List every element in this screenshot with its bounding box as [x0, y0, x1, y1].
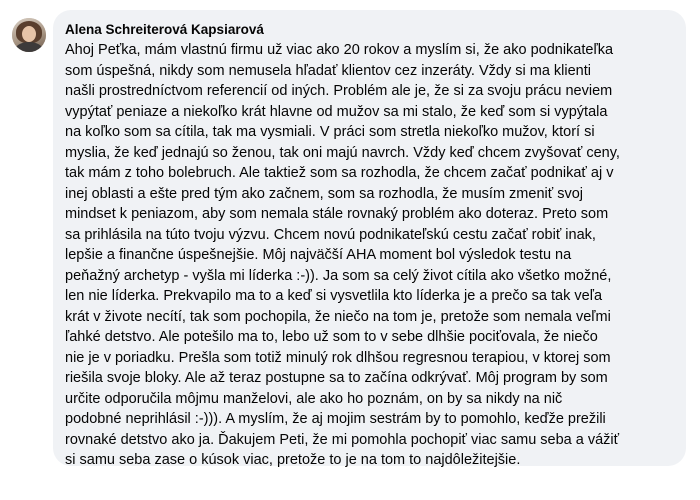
- comment-line: podobné neprihlásil :-))). A myslím, že aj mojim sestrám by to pomohlo, keďže prežili: [65, 411, 606, 427]
- avatar-face: [22, 26, 36, 42]
- comment-line: určite odporučila môjmu manželovi, ale ako ho poznám, on by sa nikdy na nič: [65, 390, 563, 407]
- comment-line: peňažný archetyp - vyšla mi líderka :-)). Ja som sa celý život cítila ako všetko možné,: [65, 267, 612, 284]
- comment-line: len nie líderka. Prekvapilo ma to a keď si vysvetlila kto líderka je a prečo sa tak veľa: [65, 288, 603, 304]
- comment-author[interactable]: Alena Schreiterová Kapsiarová: [65, 22, 264, 37]
- comment-line: rovnaké detstvo ako ja. Ďakujem Peti, že mi pomohla pochopiť viac samu seba a vážiť: [65, 431, 620, 448]
- comment-line: inej oblasti a ešte pred tým ako začnem, som sa rozhodla, že musím zmeniť svoj: [65, 185, 583, 202]
- avatar-body: [15, 42, 43, 52]
- comment-line: krát v živote necítí, tak som pochopila, že niečo na tom je, pretože som nemala veľmi: [65, 308, 611, 325]
- comment-line: vypýtať peniaze a niekoľko krát hlavne od mužov sa mi stalo, že keď som si vypýtala: [65, 103, 608, 120]
- comment-line: nie je v poriadku. Prešla som totiž minulý rok dlhšou regresnou terapiou, v ktorej som: [65, 349, 611, 366]
- comment-line: myslia, že keď jednajú so ženou, tak oni majú navrch. Vždy keď chcem zvyšovať ceny,: [65, 144, 620, 161]
- comment-body: [65, 40, 674, 471]
- comment-line: si samu seba zase o kúsok viac, pretože to je na tom to najdôležitejšie.: [65, 452, 521, 468]
- comment-line: Ahoj Peťka, mám vlastnú firmu už viac ako 20 rokov a myslím si, že ako podnikateľka: [65, 42, 614, 58]
- comment-line: ľahké detstvo. Ale potešilo ma to, lebo už som to v sebe dlhšie pociťovala, že niečo: [65, 329, 598, 345]
- comment-line: sa prihlásila na túto tvoju výzvu. Chcem novú podnikateľskú cestu začať robiť inak,: [65, 226, 596, 243]
- comment-bubble: [53, 10, 686, 466]
- comment-line: lepšie a finančne úspešnejšie. Môj najväčší AHA moment bol výsledok testu na: [65, 247, 572, 263]
- comment-line: som úspešná, nikdy som nemusela hľadať klientov cez inzeráty. Vždy si ma klienti: [65, 62, 591, 79]
- comment-line: riešila svoje bloky. Ale až teraz postupne sa to začína odkrývať. Môj program by som: [65, 370, 608, 386]
- comment-line: tak mám z toho bolebruch. Ale taktiež som sa rozhodla, že chcem začať podnikať aj v: [65, 165, 614, 181]
- avatar[interactable]: [12, 18, 46, 52]
- comment-line: našli prostredníctvom referencií od iných. Problém ale je, že si za svoju prácu neviem: [65, 83, 613, 99]
- comment-line: na koľko som sa cítila, tak ma vysmiali. V práci som stretla niekoľko mužov, ktorí si: [65, 124, 595, 140]
- comment-line: mindset k peniazom, aby som nemala stále rovnaký problém ako doteraz. Preto som: [65, 206, 609, 222]
